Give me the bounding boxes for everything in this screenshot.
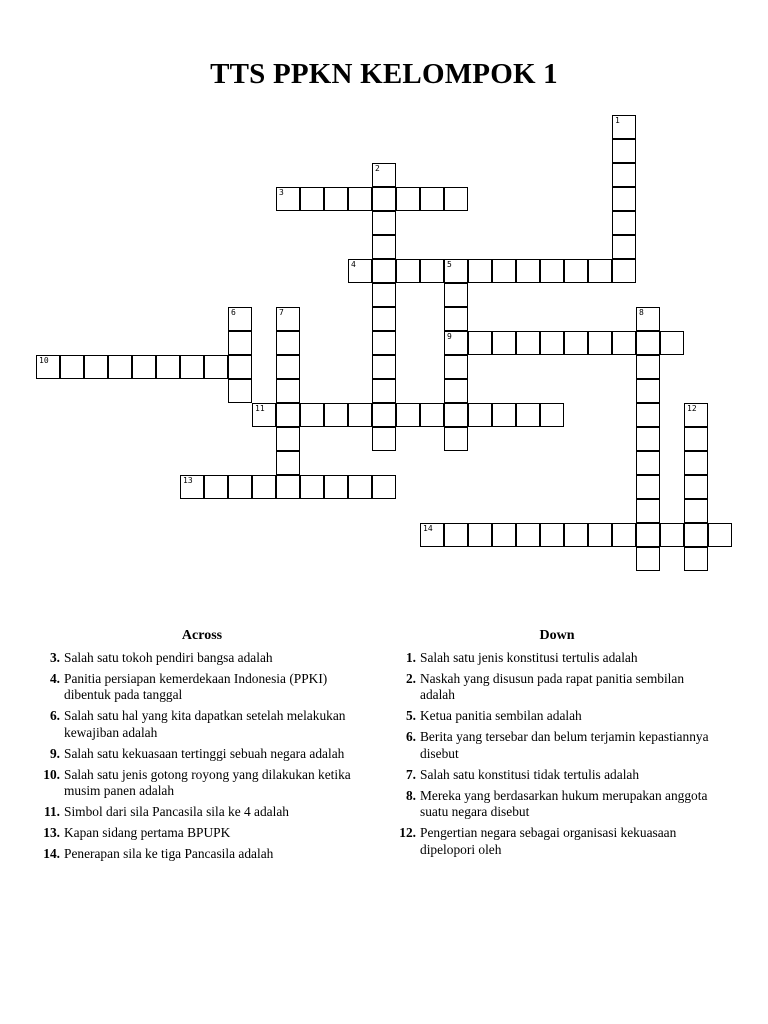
grid-cell[interactable] xyxy=(636,331,660,355)
grid-cell[interactable] xyxy=(636,523,660,547)
grid-cell[interactable] xyxy=(60,355,84,379)
grid-cell[interactable] xyxy=(444,427,468,451)
cell-number: 5 xyxy=(447,260,452,269)
grid-cell[interactable] xyxy=(540,523,564,547)
down-clue-list xyxy=(392,650,722,859)
grid-cell[interactable] xyxy=(468,403,492,427)
grid-cell[interactable] xyxy=(84,355,108,379)
grid-cell[interactable] xyxy=(612,139,636,163)
grid-cell[interactable] xyxy=(444,307,468,331)
across-clues xyxy=(36,628,368,867)
clue-item xyxy=(392,825,722,858)
grid-cell[interactable] xyxy=(276,451,300,475)
clue-number: 1. xyxy=(405,649,416,665)
clue-item xyxy=(36,846,368,863)
clue-item xyxy=(392,671,722,704)
grid-cell[interactable] xyxy=(540,331,564,355)
grid-cell[interactable] xyxy=(372,283,396,307)
grid-cell[interactable] xyxy=(372,331,396,355)
clue-text: Ketua panitia sembilan adalah xyxy=(420,708,582,723)
clue-number: 7. xyxy=(405,766,416,782)
grid-cell[interactable] xyxy=(492,523,516,547)
clue-text: Salah satu konstitusi tidak tertulis adalah xyxy=(420,766,640,782)
cell-number: 3 xyxy=(279,188,284,197)
clue-number: 2. xyxy=(405,670,416,686)
grid-cell[interactable] xyxy=(636,499,660,523)
cell-number: 11 xyxy=(255,404,265,413)
grid-cell[interactable] xyxy=(228,379,252,403)
grid-cell[interactable] xyxy=(612,235,636,259)
grid-cell[interactable] xyxy=(636,475,660,499)
grid-cell[interactable] xyxy=(684,523,708,547)
grid-cell[interactable] xyxy=(516,331,540,355)
grid-cell[interactable] xyxy=(444,259,468,283)
clue-number: 13. xyxy=(43,825,60,840)
grid-cell[interactable] xyxy=(372,403,396,427)
grid-cell[interactable] xyxy=(252,475,276,499)
grid-cell[interactable] xyxy=(444,283,468,307)
clue-number: 4. xyxy=(49,670,60,686)
grid-cell[interactable] xyxy=(324,475,348,499)
grid-cell[interactable] xyxy=(636,451,660,475)
grid-cell[interactable] xyxy=(684,475,708,499)
grid-cell[interactable] xyxy=(108,355,132,379)
grid-cell[interactable] xyxy=(348,259,372,283)
grid-cell[interactable] xyxy=(564,331,588,355)
clue-text: Naskah yang disusun pada rapat panitia sembilan adalah xyxy=(420,670,685,702)
grid-cell[interactable] xyxy=(636,547,660,571)
grid-cell[interactable] xyxy=(372,211,396,235)
clue-number: 12. xyxy=(399,825,416,840)
grid-cell[interactable] xyxy=(348,403,372,427)
grid-cell[interactable] xyxy=(516,523,540,547)
across-heading: Across xyxy=(181,628,223,643)
clue-text: Kapan sidang pertama BPUPK xyxy=(64,825,231,840)
grid-cell[interactable] xyxy=(516,259,540,283)
grid-cell[interactable] xyxy=(228,475,252,499)
grid-cell[interactable] xyxy=(420,259,444,283)
grid-cell[interactable] xyxy=(492,403,516,427)
grid-cell[interactable] xyxy=(468,331,492,355)
grid-cell[interactable] xyxy=(372,475,396,499)
grid-cell[interactable] xyxy=(684,547,708,571)
grid-cell[interactable] xyxy=(612,211,636,235)
clue-number: 11. xyxy=(44,804,60,819)
grid-cell[interactable] xyxy=(660,523,684,547)
clue-item xyxy=(36,650,368,667)
grid-cell[interactable] xyxy=(372,307,396,331)
clue-text: Simbol dari sila Pancasila sila ke 4 adalah xyxy=(64,804,289,819)
clue-item xyxy=(392,729,722,762)
grid-cell[interactable] xyxy=(684,451,708,475)
clue-number: 3. xyxy=(49,649,60,665)
clue-number: 10. xyxy=(43,766,60,782)
grid-cell[interactable] xyxy=(612,115,636,139)
clue-text: Salah satu kekuasaan tertinggi sebuah negara adalah xyxy=(64,745,345,761)
grid-cell[interactable] xyxy=(612,331,636,355)
down-clues xyxy=(392,628,722,863)
grid-cell[interactable] xyxy=(276,403,300,427)
clue-item xyxy=(36,825,368,842)
cell-number: 10 xyxy=(39,356,49,365)
grid-cell[interactable] xyxy=(540,403,564,427)
grid-cell[interactable] xyxy=(36,355,60,379)
grid-cell[interactable] xyxy=(612,259,636,283)
clue-number: 6. xyxy=(405,729,416,744)
clue-text: Salah satu jenis konstitusi tertulis adalah xyxy=(420,649,638,665)
grid-cell[interactable] xyxy=(636,427,660,451)
cell-number: 6 xyxy=(231,308,236,317)
grid-cell[interactable] xyxy=(252,403,276,427)
cell-number: 13 xyxy=(183,476,193,485)
grid-cell[interactable] xyxy=(156,355,180,379)
cell-number: 8 xyxy=(639,308,644,317)
grid-cell[interactable] xyxy=(276,187,300,211)
page-title: TTS PPKN KELOMPOK 1 xyxy=(210,58,558,90)
grid-cell[interactable] xyxy=(372,235,396,259)
grid-cell[interactable] xyxy=(708,523,732,547)
grid-cell[interactable] xyxy=(276,307,300,331)
grid-cell[interactable] xyxy=(132,355,156,379)
clue-number: 5. xyxy=(405,708,416,723)
grid-cell[interactable] xyxy=(420,523,444,547)
grid-cell[interactable] xyxy=(324,403,348,427)
cell-number: 1 xyxy=(615,116,620,125)
clue-item xyxy=(36,708,368,741)
clue-text: Salah satu hal yang kita dapatkan setelah melakukan kewajiban adalah xyxy=(64,708,346,740)
grid-cell[interactable] xyxy=(372,259,396,283)
grid-cell[interactable] xyxy=(228,355,252,379)
grid-cell[interactable] xyxy=(180,475,204,499)
cell-number: 4 xyxy=(351,260,356,269)
grid-cell[interactable] xyxy=(180,355,204,379)
grid-cell[interactable] xyxy=(612,187,636,211)
grid-cell[interactable] xyxy=(636,307,660,331)
grid-cell[interactable] xyxy=(204,475,228,499)
grid-cell[interactable] xyxy=(204,355,228,379)
grid-cell[interactable] xyxy=(636,355,660,379)
grid-cell[interactable] xyxy=(612,163,636,187)
cell-number: 2 xyxy=(375,164,380,173)
grid-cell[interactable] xyxy=(420,187,444,211)
grid-cell[interactable] xyxy=(444,187,468,211)
grid-cell[interactable] xyxy=(492,331,516,355)
grid-cell[interactable] xyxy=(588,331,612,355)
clue-item xyxy=(36,767,368,800)
clue-text: Salah satu jenis gotong royong yang dilakukan ketika musim panen adalah xyxy=(64,766,351,798)
grid-cell[interactable] xyxy=(636,403,660,427)
grid-cell[interactable] xyxy=(660,331,684,355)
grid-cell[interactable] xyxy=(492,259,516,283)
grid-cell[interactable] xyxy=(372,379,396,403)
grid-cell[interactable] xyxy=(564,259,588,283)
clue-item xyxy=(392,767,722,784)
clue-number: 8. xyxy=(405,787,416,803)
clue-item xyxy=(392,650,722,667)
grid-cell[interactable] xyxy=(684,403,708,427)
grid-cell[interactable] xyxy=(300,475,324,499)
cell-number: 9 xyxy=(447,332,452,341)
grid-cell[interactable] xyxy=(228,307,252,331)
grid-cell[interactable] xyxy=(300,403,324,427)
cell-number: 12 xyxy=(687,404,697,413)
grid-cell[interactable] xyxy=(276,427,300,451)
clue-text: Panitia persiapan kemerdekaan Indonesia (PPKI) dibentuk pada tanggal xyxy=(64,670,328,702)
grid-cell[interactable] xyxy=(636,379,660,403)
clue-number: 6. xyxy=(49,708,60,723)
grid-cell[interactable] xyxy=(588,523,612,547)
grid-cell[interactable] xyxy=(444,331,468,355)
clue-item xyxy=(36,804,368,821)
grid-cell[interactable] xyxy=(396,187,420,211)
cell-number: 14 xyxy=(423,524,433,533)
grid-cell[interactable] xyxy=(444,379,468,403)
clue-item xyxy=(36,746,368,763)
grid-cell[interactable] xyxy=(372,355,396,379)
grid-cell[interactable] xyxy=(396,403,420,427)
grid-cell[interactable] xyxy=(372,163,396,187)
grid-cell[interactable] xyxy=(396,259,420,283)
grid-cell[interactable] xyxy=(372,427,396,451)
down-heading: Down xyxy=(539,628,575,643)
grid-cell[interactable] xyxy=(468,523,492,547)
grid-cell[interactable] xyxy=(300,187,324,211)
clue-text: Mereka yang berdasarkan hukum merupakan anggota suatu negara disebut xyxy=(420,787,708,819)
grid-cell[interactable] xyxy=(444,523,468,547)
clue-text: Pengertian negara sebagai organisasi kekuasaan dipelopori oleh xyxy=(420,825,677,857)
grid-cell[interactable] xyxy=(516,403,540,427)
grid-cell[interactable] xyxy=(444,403,468,427)
grid-cell[interactable] xyxy=(348,187,372,211)
cell-number: 7 xyxy=(279,308,284,317)
grid-cell[interactable] xyxy=(324,187,348,211)
grid-cell[interactable] xyxy=(564,523,588,547)
grid-cell[interactable] xyxy=(276,331,300,355)
grid-cell[interactable] xyxy=(372,187,396,211)
grid-cell[interactable] xyxy=(444,355,468,379)
grid-cell[interactable] xyxy=(276,475,300,499)
grid-cell[interactable] xyxy=(684,427,708,451)
grid-cell[interactable] xyxy=(588,259,612,283)
grid-cell[interactable] xyxy=(420,403,444,427)
grid-cell[interactable] xyxy=(540,259,564,283)
grid-cell[interactable] xyxy=(228,331,252,355)
clue-number: 14. xyxy=(43,846,60,861)
clue-text: Berita yang tersebar dan belum terjamin kepastiannya disebut xyxy=(420,729,709,761)
grid-cell[interactable] xyxy=(612,523,636,547)
grid-cell[interactable] xyxy=(468,259,492,283)
clue-text: Salah satu tokoh pendiri bangsa adalah xyxy=(64,649,273,665)
grid-cell[interactable] xyxy=(276,379,300,403)
clue-item xyxy=(392,708,722,725)
grid-cell[interactable] xyxy=(348,475,372,499)
clue-item xyxy=(392,788,722,821)
clue-number: 9. xyxy=(49,745,60,761)
grid-cell[interactable] xyxy=(276,355,300,379)
grid-cell[interactable] xyxy=(684,499,708,523)
clue-item xyxy=(36,671,368,704)
across-clue-list xyxy=(36,650,368,863)
clue-text: Penerapan sila ke tiga Pancasila adalah xyxy=(64,846,274,861)
